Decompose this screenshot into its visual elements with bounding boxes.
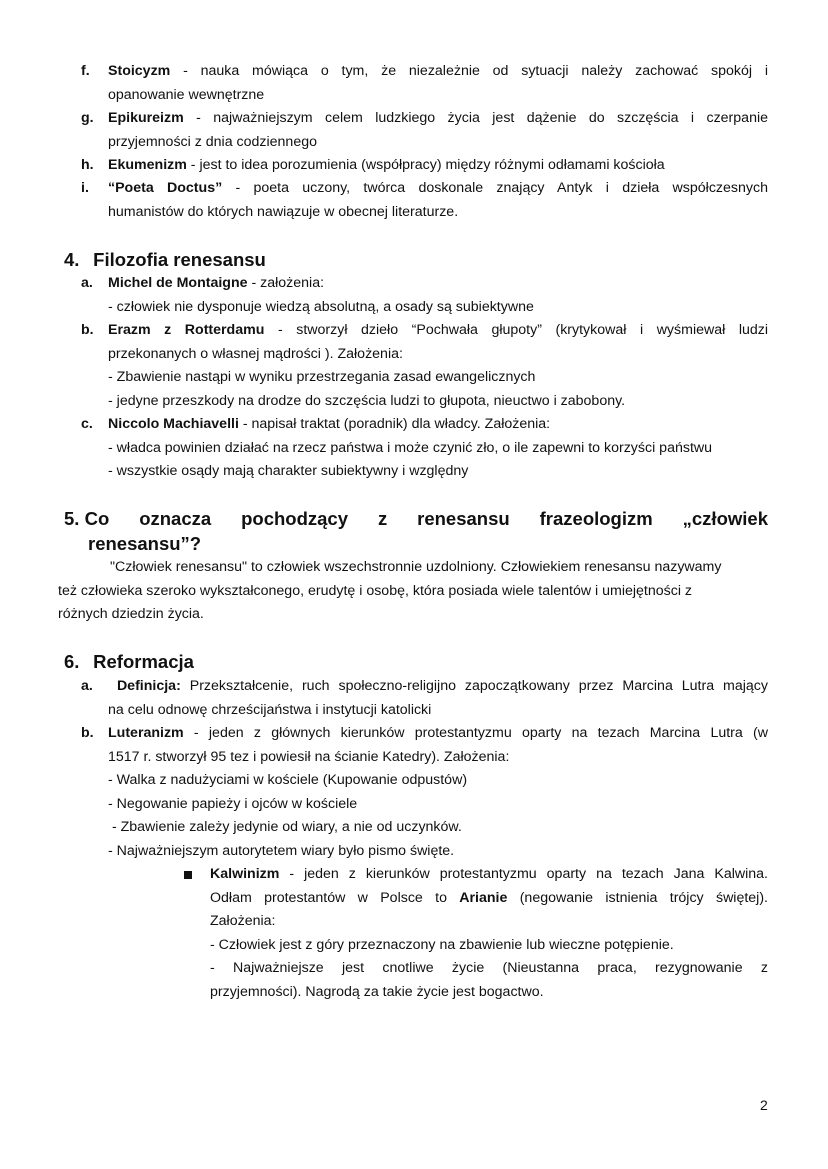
list-item-ekumenizm	[81, 154, 768, 178]
definition-text: - władca powinien działać na rzecz państwa i może czynić zło, o ile zapewni to korzyści państwu	[108, 439, 713, 456]
definition-text: - najważniejszym celem ludzkiego życia jest dążenie do szczęścia i czerpanie	[183, 110, 768, 126]
section-heading-6	[64, 650, 194, 674]
square-bullet-icon	[184, 871, 192, 879]
paragraph-line: też człowieka szeroko wykształconego, erudytę i osobę, która posiada wiele talentów i umiejętności z	[58, 582, 693, 599]
list-item-epikureizm	[81, 107, 768, 154]
term: Definicja:	[116, 678, 181, 694]
list-item-montaigne	[81, 272, 768, 319]
list-marker: h.	[81, 157, 94, 173]
definition-text: opanowanie wewnętrzne	[108, 86, 265, 103]
definition-text: - założenia:	[247, 275, 325, 291]
heading-word: Co	[84, 508, 110, 529]
term: Niccolo Machiavelli	[108, 416, 239, 432]
definition-text: - jeden z głównych kierunków protestantyzmu oparty na tezach Marcina Lutra (w	[183, 725, 768, 741]
definition-text: - nauka mówiąca o tym, że niezależnie od sytuacji należy zachować spokój i	[170, 63, 768, 79]
bullet-point: - Najważniejszym autorytetem wiary było pismo święte.	[108, 842, 455, 859]
definition-text: - wszystkie osądy mają charakter subiektywny i względny	[108, 463, 469, 479]
list-marker: i.	[81, 180, 89, 196]
list-marker: g.	[81, 110, 94, 126]
list-marker: f.	[81, 63, 90, 79]
paragraph-czlowiek-renesansu	[58, 556, 768, 627]
list-item-machiavelli	[81, 413, 768, 484]
list-marker: a.	[81, 275, 93, 291]
heading-line-2: renesansu”?	[88, 533, 202, 554]
heading-word: oznacza	[139, 508, 212, 529]
term: Erazm z Rotterdamu	[108, 322, 265, 338]
definition-text: - stworzył dzieło “Pochwała głupoty” (krytykował i wyśmiewał ludzi	[264, 322, 769, 338]
paragraph-line: różnych dziedzin życia.	[58, 606, 204, 622]
list-marker: b.	[81, 725, 94, 741]
heading-word: renesansu	[417, 508, 510, 529]
bullet-point: - Najważniejsze jest cnotliwe życie (Nieustanna praca, rezygnowanie z	[210, 960, 768, 976]
term: Luteranizm	[108, 725, 184, 741]
definition-text: - poeta uczony, twórca doskonale znający Antyk i dzieła współczesnych	[222, 180, 768, 196]
section-number: 5.	[64, 508, 80, 529]
section-number: 4.	[64, 249, 80, 270]
definition-text: - napisał traktat (poradnik) dla władcy. Założenia:	[238, 416, 551, 432]
definition-text: na celu odnowę chrześcijaństwa i instytucji katolicki	[108, 701, 432, 718]
section-heading-4	[64, 248, 266, 272]
bullet-point: - Człowiek jest z góry przeznaczony na zbawienie lub wieczne potępienie.	[210, 936, 674, 953]
bullet-point: - Walka z nadużyciami w kościele (Kupowanie odpustów)	[108, 772, 468, 788]
heading-word: „człowiek	[682, 508, 768, 529]
page-number: 2	[760, 1097, 768, 1113]
definition-text: przyjemności z dnia codziennego	[108, 133, 317, 150]
list-marker: c.	[81, 416, 93, 432]
heading-word	[64, 506, 109, 531]
definition-text: - jest to idea porozumienia (współpracy) między różnymi odłamami kościoła	[186, 157, 665, 173]
definition-text: 1517 r. stworzył 95 tez i powiesił na ścianie Katedry). Założenia:	[108, 748, 510, 765]
list-item-poeta-doctus	[81, 177, 768, 224]
term: Epikureizm	[108, 110, 184, 126]
list-item-erazm	[81, 319, 769, 413]
term: “Poeta Doctus”	[108, 180, 223, 196]
list-marker: a.	[81, 678, 93, 694]
paragraph-line: "Człowiek renesansu" to człowiek wszechstronnie uzdolniony. Człowiekiem renesansu nazywamy	[110, 559, 722, 575]
bullet-point: - Negowanie papieży i ojców w kościele	[108, 795, 358, 812]
heading-word: frazeologizm	[539, 508, 653, 529]
definition-text: humanistów do których nawiązuje w obecnej literaturze.	[108, 203, 459, 220]
definition-text: przekonanych o własnej mądrości ). Założenia:	[108, 345, 403, 362]
definition-text: - jedyne przeszkody na drodze do szczęścia ludzi to głupota, nieuctwo i zabobony.	[108, 392, 626, 409]
term: Kalwinizm	[210, 866, 280, 882]
section-title: Reformacja	[93, 651, 194, 672]
term: Michel de Montaigne	[108, 275, 248, 291]
term: Arianie	[459, 889, 508, 906]
list-item-luteranizm	[81, 722, 768, 863]
section-number: 6.	[64, 651, 80, 672]
section-title: Filozofia renesansu	[93, 249, 266, 270]
heading-line-1	[64, 506, 768, 531]
list-item-kalwinizm	[210, 863, 768, 1004]
definition-text: - człowiek nie dysponuje wiedzą absolutną, a osady są subiektywne	[108, 298, 534, 315]
section-heading-5	[64, 506, 768, 556]
heading-word: pochodzący	[241, 508, 349, 529]
definition-text: - jeden z kierunków protestantyzmu oparty na tezach Jana Kalwina.	[279, 866, 768, 882]
definition-text: Przekształcenie, ruch społeczno-religijno zapoczątkowany przez Marcina Lutra mający	[180, 678, 768, 694]
definition-text: - Zbawienie nastąpi w wyniku przestrzegania zasad ewangelicznych	[108, 369, 536, 385]
definition-text: Założenia:	[210, 913, 276, 929]
bullet-point: przyjemności). Nagrodą za takie życie jest bogactwo.	[210, 983, 544, 1000]
term: Ekumenizm	[108, 157, 187, 173]
term: Stoicyzm	[108, 63, 171, 79]
heading-word: z	[377, 508, 388, 529]
list-item-definicja	[81, 675, 768, 722]
list-item-stoicyzm	[81, 60, 768, 107]
list-marker: b.	[81, 322, 94, 338]
bullet-point: - Zbawienie zależy jedynie od wiary, a nie od uczynków.	[108, 819, 462, 835]
definition-text: (negowanie istnienia trójcy świętej).	[507, 889, 769, 906]
definition-text: Odłam protestantów w Polsce to	[210, 889, 460, 906]
